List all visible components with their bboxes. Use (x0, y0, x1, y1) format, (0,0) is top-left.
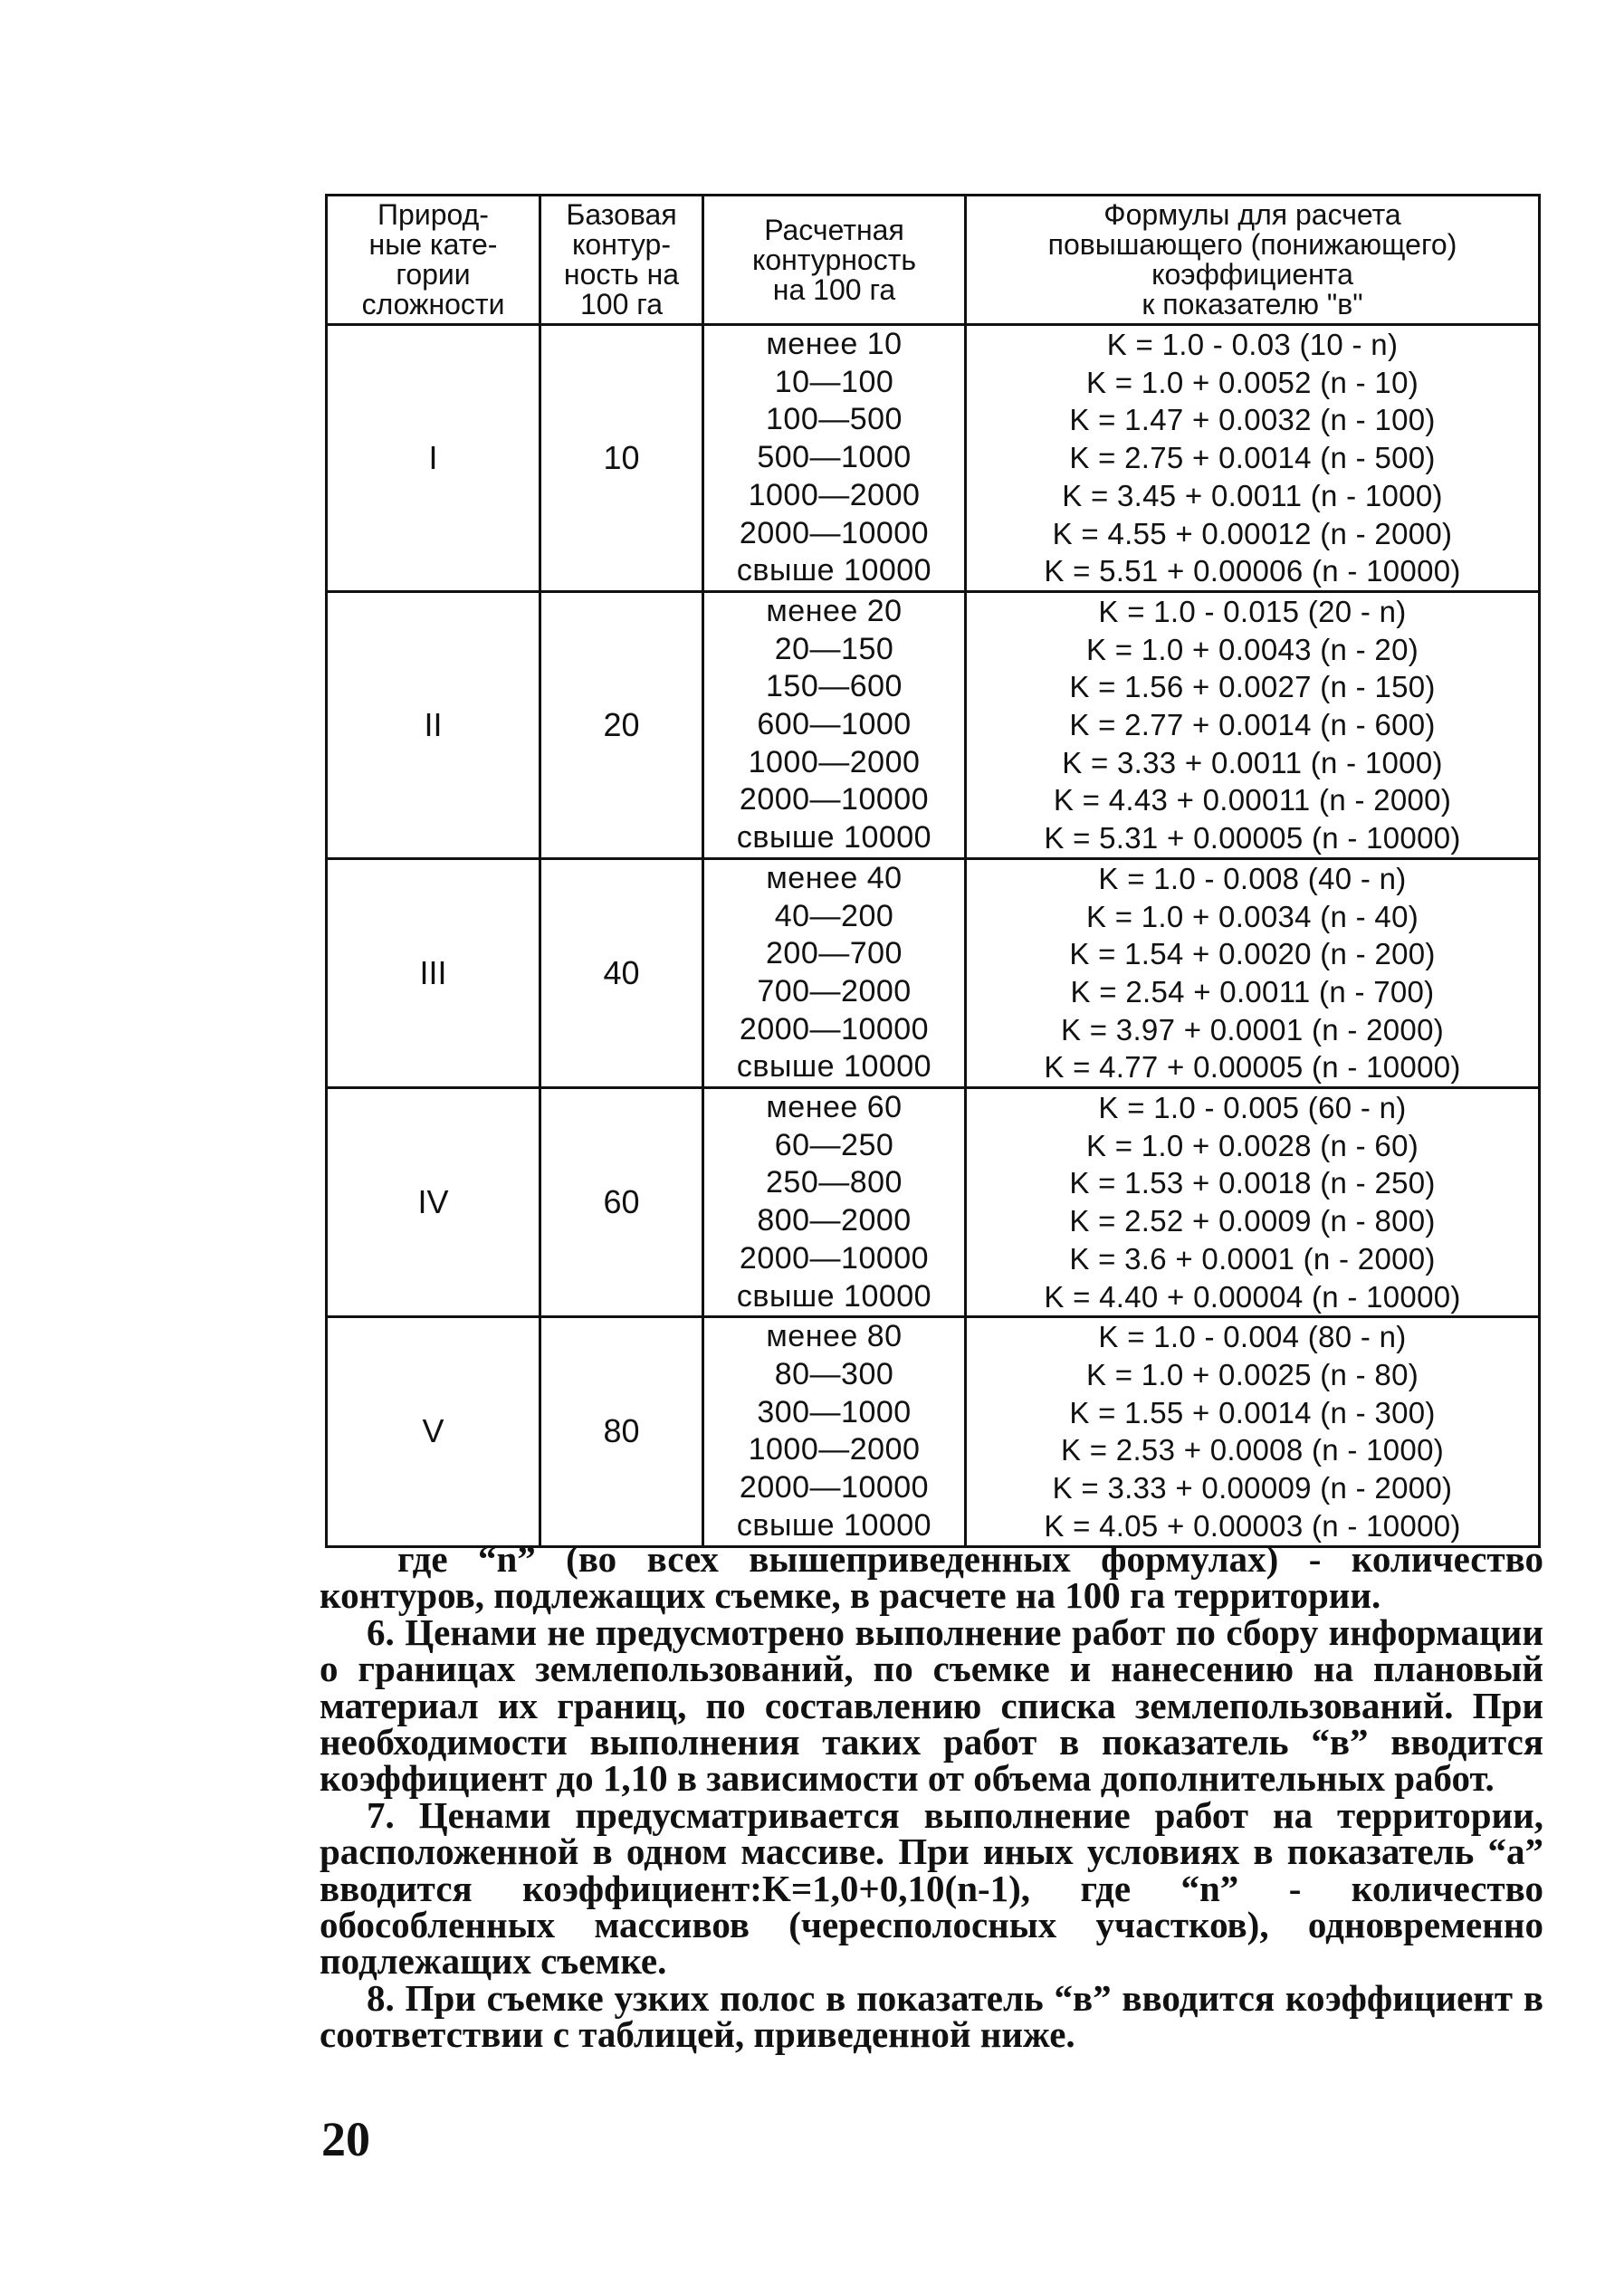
category-cell: II (327, 591, 540, 858)
range-value: 2000—10000 (739, 1470, 930, 1505)
table-row (327, 1317, 1540, 1546)
formula-value: K = 1.0 - 0.015 (20 - n) (1098, 594, 1407, 628)
header-base-contour: Базовая контур- ность на 100 га (540, 196, 703, 325)
range-value: 1000—2000 (748, 477, 921, 512)
range-value: 1000—2000 (748, 1432, 921, 1467)
formula-cell (966, 858, 1540, 1087)
formula-value: K = 2.54 + 0.0011 (n - 700) (1070, 974, 1435, 1008)
formula-value: K = 2.77 + 0.0014 (n - 600) (1069, 708, 1436, 742)
formula-value: K = 4.55 + 0.00012 (n - 2000) (1052, 516, 1453, 550)
range-value: 100—500 (766, 402, 903, 437)
formula-value: K = 1.54 + 0.0020 (n - 200) (1069, 937, 1436, 971)
range-value: менее 10 (766, 327, 903, 361)
range-value: 2000—10000 (739, 782, 930, 817)
formula-value: K = 1.0 + 0.0052 (n - 10) (1085, 365, 1419, 399)
formula-cell (966, 1317, 1540, 1546)
formula-value: K = 3.33 + 0.00009 (n - 2000) (1052, 1471, 1453, 1505)
formula-value: K = 3.97 + 0.0001 (n - 2000) (1060, 1012, 1445, 1047)
formula-value: K = 4.77 + 0.00005 (n - 10000) (1044, 1050, 1461, 1085)
body-text (320, 1538, 1543, 2056)
range-value: свыше 10000 (736, 820, 932, 855)
range-value: 1000—2000 (748, 744, 921, 779)
range-cell (703, 1088, 966, 1317)
formula-value: K = 1.55 + 0.0014 (n - 300) (1069, 1395, 1436, 1429)
category-cell: V (327, 1317, 540, 1546)
table-header-row (327, 196, 1540, 325)
formula-value: K = 2.52 + 0.0009 (n - 800) (1069, 1204, 1436, 1238)
paragraph-6: 6. Ценами не предусмотрено выполнение работ по сбору информации о границах землепользований, по съемке и нанесению на плановый материал их границ, по составлению списка землепользований. При необходимости выполнения таких работ в показатель “в” вводится коэффициент до 1,10 в зависимости от объема дополнительных работ. (320, 1611, 1543, 1800)
category-cell: I (327, 325, 540, 592)
range-value: 20—150 (774, 631, 894, 666)
range-value: менее 40 (766, 860, 903, 895)
base-contour-cell: 40 (540, 858, 703, 1087)
range-value: 80—300 (774, 1356, 894, 1391)
range-value: свыше 10000 (736, 1049, 932, 1085)
range-value: свыше 10000 (736, 1507, 932, 1543)
range-cell (703, 858, 966, 1087)
formula-value: K = 1.0 - 0.004 (80 - n) (1098, 1320, 1407, 1354)
range-value: 2000—10000 (739, 515, 930, 550)
header-complexity-category: Природ- ные кате- гории сложности (327, 196, 540, 325)
formula-value: K = 1.0 - 0.005 (60 - n) (1098, 1091, 1407, 1125)
page-number: 20 (321, 2112, 370, 2166)
range-value: 60—250 (774, 1127, 894, 1162)
range-value: 500—1000 (757, 440, 912, 475)
category-cell: III (327, 858, 540, 1087)
formula-value: K = 3.6 + 0.0001 (n - 2000) (1069, 1241, 1436, 1276)
header-formulas: Формулы для расчета повышающего (понижающего) коэффициента к показателю "в" (966, 196, 1540, 325)
range-value: 10—100 (774, 364, 894, 399)
table-row (327, 325, 1540, 592)
range-value: 600—1000 (757, 707, 912, 742)
formula-value: K = 1.0 + 0.0028 (n - 60) (1085, 1128, 1419, 1162)
formula-value: K = 1.53 + 0.0018 (n - 250) (1069, 1166, 1436, 1200)
formula-value: K = 1.0 + 0.0043 (n - 20) (1085, 632, 1419, 666)
formula-value: K = 1.0 - 0.008 (40 - n) (1098, 861, 1407, 895)
formula-cell (966, 325, 1540, 592)
range-value: 2000—10000 (739, 1240, 930, 1276)
table-row (327, 1088, 1540, 1317)
range-value: 700—2000 (757, 973, 912, 1008)
range-value: 40—200 (774, 898, 894, 933)
formula-value: K = 3.33 + 0.0011 (n - 1000) (1062, 745, 1443, 779)
table-row (327, 591, 1540, 858)
formula-value: K = 4.43 + 0.00011 (n - 2000) (1053, 783, 1452, 817)
range-value: 150—600 (766, 669, 903, 704)
range-value: 800—2000 (757, 1203, 912, 1238)
coefficient-table (325, 194, 1541, 1548)
range-value: 300—1000 (757, 1394, 912, 1429)
formula-value: K = 4.40 + 0.00004 (n - 10000) (1044, 1279, 1461, 1314)
formula-value: K = 1.56 + 0.0027 (n - 150) (1069, 670, 1436, 704)
formula-cell (966, 591, 1540, 858)
formula-value: K = 1.0 + 0.0025 (n - 80) (1085, 1357, 1419, 1391)
category-cell: IV (327, 1088, 540, 1317)
range-cell (703, 591, 966, 858)
formula-value: K = 1.47 + 0.0032 (n - 100) (1069, 403, 1436, 437)
formula-value: K = 2.53 + 0.0008 (n - 1000) (1060, 1433, 1445, 1467)
formula-value: K = 3.45 + 0.0011 (n - 1000) (1062, 478, 1443, 512)
formula-value: K = 5.31 + 0.00005 (n - 10000) (1044, 821, 1461, 855)
base-contour-cell: 60 (540, 1088, 703, 1317)
range-value: менее 20 (766, 593, 903, 628)
paragraph-8: 8. При съемке узких полос в показатель “в” вводится коэффициент в соответствии с таблицей, приведенной ниже. (320, 1976, 1543, 2056)
range-cell (703, 1317, 966, 1546)
formula-note: где “n” (во всех вышеприведенных формулах) - количество контуров, подлежащих съемке, в расчете на 100 га территории. (320, 1538, 1543, 1617)
range-value: свыше 10000 (736, 1278, 932, 1314)
table-row (327, 858, 1540, 1087)
base-contour-cell: 80 (540, 1317, 703, 1546)
formula-value: K = 1.0 - 0.03 (10 - n) (1106, 328, 1399, 361)
range-value: менее 80 (766, 1319, 903, 1354)
range-value: свыше 10000 (736, 553, 932, 588)
formula-cell (966, 1088, 1540, 1317)
header-calculated-contour: Расчетная контурность на 100 га (703, 196, 966, 325)
range-value: менее 60 (766, 1090, 903, 1125)
range-value: 200—700 (766, 936, 903, 971)
base-contour-cell: 10 (540, 325, 703, 592)
formula-value: K = 4.05 + 0.00003 (n - 10000) (1044, 1508, 1461, 1543)
range-value: 250—800 (766, 1165, 903, 1200)
formula-value: K = 1.0 + 0.0034 (n - 40) (1085, 899, 1419, 933)
base-contour-cell: 20 (540, 591, 703, 858)
formula-value: K = 5.51 + 0.00006 (n - 10000) (1044, 554, 1461, 588)
range-value: 2000—10000 (739, 1011, 930, 1047)
paragraph-7: 7. Ценами предусматривается выполнение работ на территории, расположенной в одном массиве. При иных условиях в показатель “а” вводится коэффициент:K=1,0+0,10(n-1), где “n” - количество обособленных массивов (чересполосных участков), одновременно подлежащих съемке. (320, 1793, 1543, 1983)
formula-value: K = 2.75 + 0.0014 (n - 500) (1069, 441, 1436, 475)
range-cell (703, 325, 966, 592)
